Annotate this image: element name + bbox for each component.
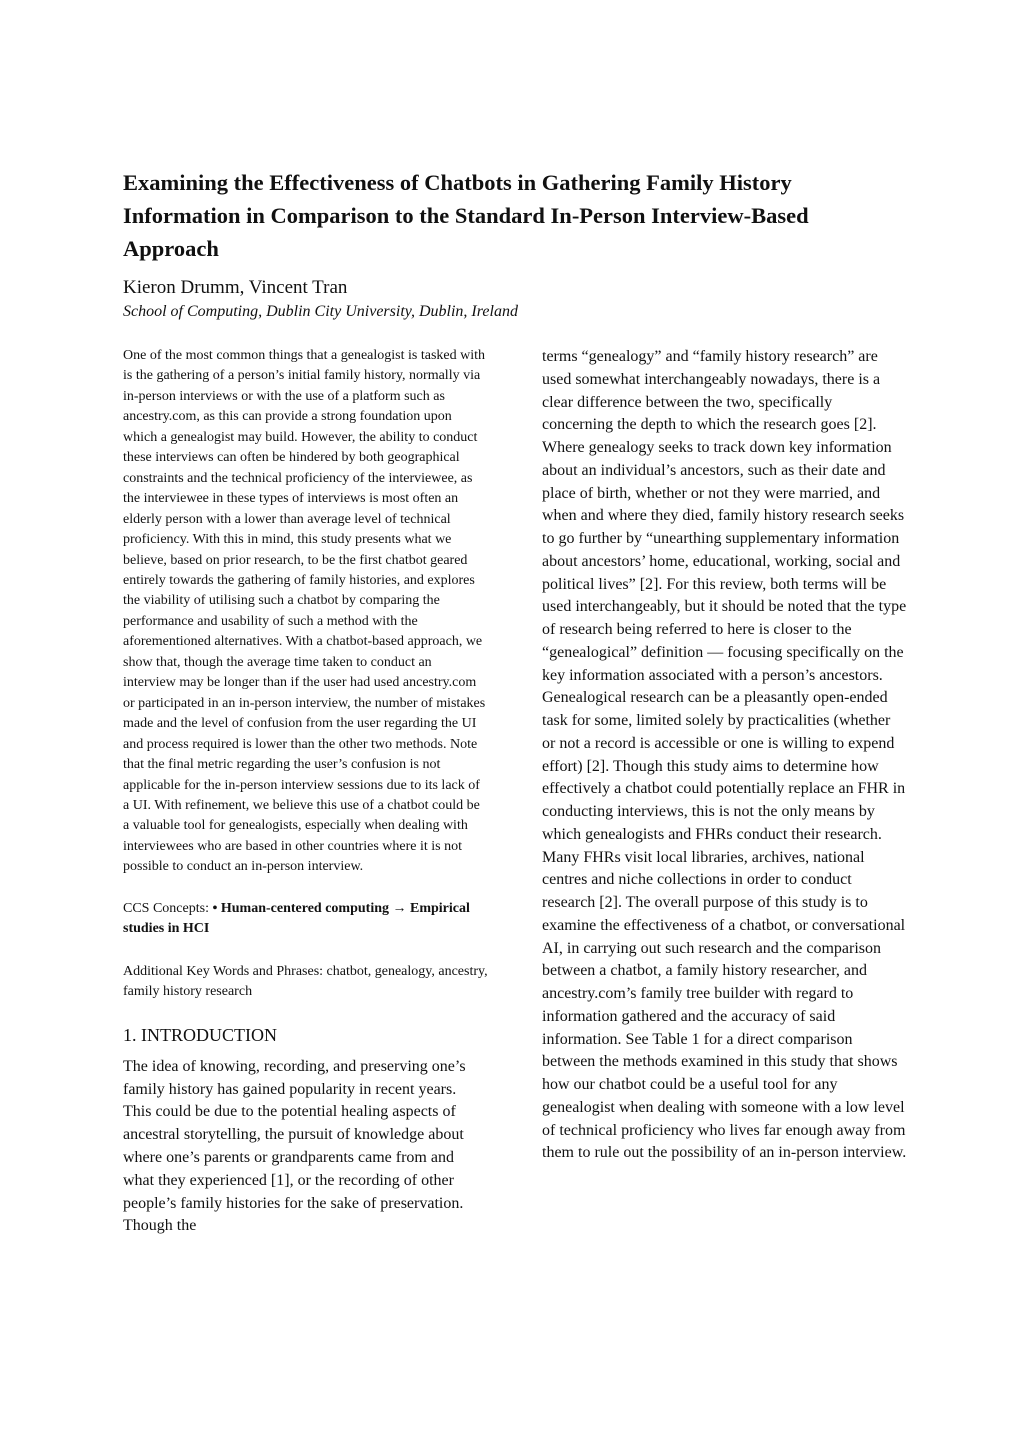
keywords-value: chatbot, genealogy, ancestry, family history research <box>123 963 488 1000</box>
abstract: One of the most common things that a genealogist is tasked with is the gathering of a person’s initial family history, normally via in-person interviews or with the use of a platform such as ancestry.com, as this can provide a strong foundation upon which a genealogist may build. However, the ability to conduct these interviews can often be hindered by both geographical constraints and the technical proficiency of the interviewee, as the interviewee in these types of interviews is most often an elderly person with a lower than average level of technical proficiency. With this in mind, this study presents what we believe, based on prior research, to be the first chatbot geared entirely towards the gathering of family histories, and explores the viability of utilising such a chatbot by comparing the performance and usability of such a method with the aforementioned alternatives. With a chatbot-based approach, we show that, though the average time taken to conduct an interview may be longer than if the user had used ancestry.com or participated in an in-person interview, the number of mistakes made and the level of confusion from the user regarding the UI and process required is lower than the other two methods. Note that the final metric regarding the user’s confusion is not applicable for the in-person interview sessions due to its lack of a UI. With refinement, we believe this use of a chatbot could be a valuable tool for genealogists, especially when dealing with interviewees who are based in other countries where it is not possible to conduct an in-person interview. <box>123 348 486 875</box>
right-column <box>542 346 907 1165</box>
paper-authors: Kieron Drumm, Vincent Tran <box>123 277 348 298</box>
ccs-prefix: CCS Concepts: <box>123 900 213 916</box>
paper-affiliation: School of Computing, Dublin City University, Dublin, Ireland <box>123 303 518 320</box>
keywords-prefix: Additional Key Words and Phrases: <box>123 963 327 979</box>
paper-title: Examining the Effectiveness of Chatbots in Gathering Family History Information in Comparison to the Standard In-Person Interview-Based Approach <box>123 170 809 261</box>
ccs-concepts <box>123 899 488 940</box>
left-column <box>123 346 488 1238</box>
keywords <box>123 962 488 1003</box>
section-heading-introduction: 1. INTRODUCTION <box>123 1024 277 1045</box>
introduction-text-left: The idea of knowing, recording, and preserving one’s family history has gained popularity in recent years. This could be due to the potential healing aspects of ancestral storytelling, the pursuit of knowledge about where one’s parents or grandparents came from and what they experienced [1], or the recording of other people’s family histories for the sake of preservation. Though the <box>123 1057 466 1235</box>
ccs-concepts-value: • Human-centered computing → Empirical studies in HCI <box>123 900 470 937</box>
introduction-text-right: terms “genealogy” and “family history research” are used somewhat interchangeably nowadays, there is a clear difference between the two, specifically concerning the depth to which the research goes [2]. Where genealogy seeks to track down key information about an individual’s ancestors, such as their date and place of birth, whether or not they were married, and when and where they died, family history research seeks to go further by “unearthing supplementary information about ancestors’ home, educational, working, social and political lives” [2]. For this review, both terms will be used interchangeably, but it should be noted that the type of research being referred to here is closer to the “genealogical” definition — focusing specifically on the key information associated with a person’s ancestors. Genealogical research can be a pleasantly open-ended task for some, limited solely by practicalities (whether or not a record is accessible or one is willing to expend effort) [2]. Though this study aims to determine how effectively a chatbot could potentially replace an FHR in conducting interviews, this is not the only means by which genealogists and FHRs conduct their research. Many FHRs visit local libraries, archives, national centres and niche collections in order to conduct research [2]. The overall purpose of this study is to examine the effectiveness of a chatbot, or conversational AI, in carrying out such research and the comparison between a chatbot, a family history researcher, and ancestry.com’s family tree builder with regard to information gathered and the accuracy of said information. See Table 1 for a direct comparison between the methods examined in this study that shows how our chatbot could be a useful tool for any genealogist when dealing with someone with a low level of technical proficiency who lives far enough away from them to rule out the possibility of an in-person interview. <box>542 348 907 1162</box>
